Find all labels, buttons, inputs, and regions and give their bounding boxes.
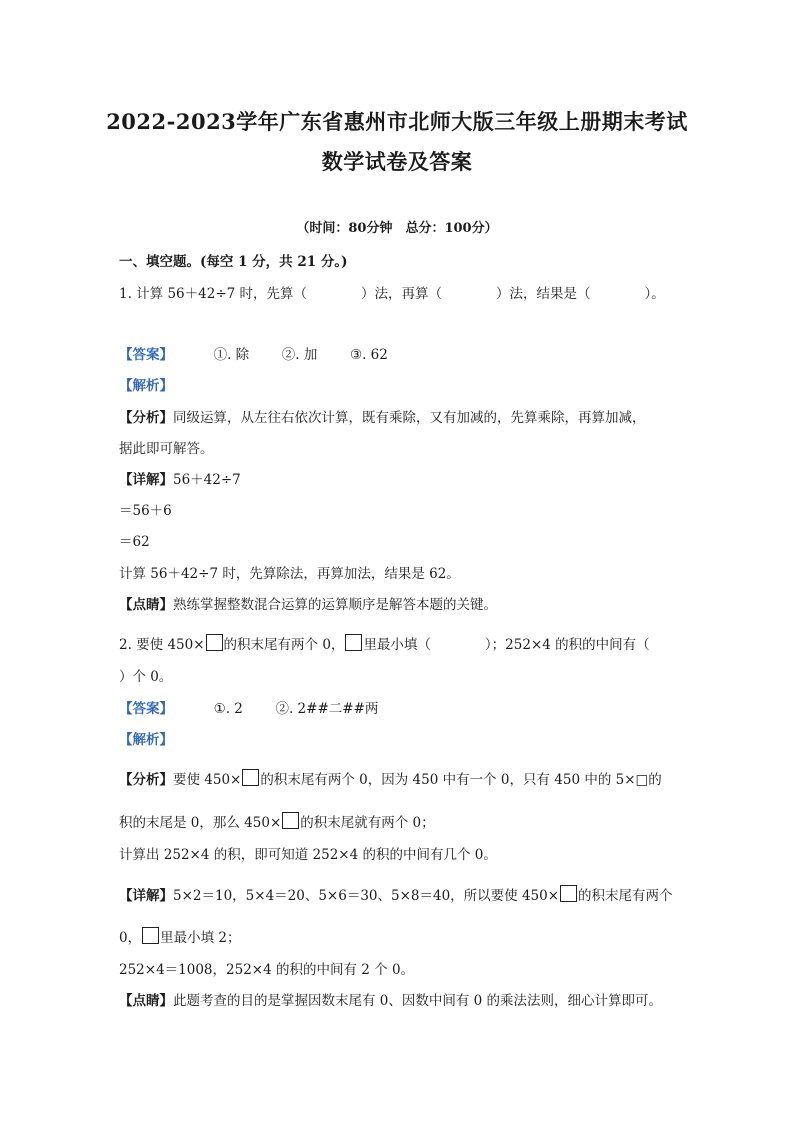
q1-dianjing-text: 熟练掌握整数混合运算的运算顺序是解答本题的关键。 <box>173 597 497 613</box>
exam-meta: （时间：80分钟 总分：100分） <box>296 221 498 236</box>
q2-stem-part-a: 2. 要使 450× <box>119 637 205 653</box>
q2-fenxi-part-b: 的积末尾有两个 0，因为 450 中有一个 0，只有 450 中的 5×□的 <box>260 772 662 788</box>
q2-dianjing-text: 此题考查的目的是掌握因数末尾有 0、因数中间有 0 的乘法法则，细心计算即可。 <box>173 993 663 1009</box>
q1-fenxi-text: 同级运算，从左往右依次计算，既有乘除，又有加减的，先算乘除，再算加减， <box>173 410 646 426</box>
q1-answer-item-1: ①. 除 <box>213 347 250 363</box>
q2-detail-line3: 252×4＝1008，252×4 的积的中间有 2 个 0。 <box>119 962 415 978</box>
q1-fenxi-line2: 据此即可解答。 <box>119 441 214 457</box>
q1-detail-text: 56＋42÷7 <box>173 472 241 488</box>
q2-fenxi-line2 <box>119 811 435 831</box>
blank-box-icon <box>242 769 259 786</box>
q2-fenxi-line3: 计算出 252×4 的积，即可知道 252×4 的积的中间有几个 0。 <box>119 847 497 863</box>
detail-tag: 【详解】 <box>119 472 173 488</box>
q2-answer-item-2: ②. 2##二##两 <box>275 701 379 717</box>
q2-fenxi-part-c: 积的末尾是 0，那么 450× <box>119 815 282 831</box>
q2-stem-part-b: 的积末尾有两个 0， <box>223 637 345 653</box>
q2-detail-line2 <box>119 926 240 946</box>
fenxi-tag: 【分析】 <box>119 772 173 788</box>
fenxi-tag: 【分析】 <box>119 410 173 426</box>
blank-box-icon <box>560 885 577 902</box>
q1-detail-line3: ＝62 <box>119 534 150 550</box>
q1-answer <box>119 343 388 363</box>
q1-answer-item-2: ②. 加 <box>281 347 318 363</box>
section-heading: 一、填空题。(每空 1 分，共 21 分。) <box>119 254 348 270</box>
q2-detail-part-c: 0， <box>119 930 142 946</box>
answer-tag: 【答案】 <box>119 701 173 717</box>
q1-analysis-tag: 【解析】 <box>119 378 173 394</box>
q2-detail <box>119 884 673 904</box>
q2-detail-part-d: 里最小填 2； <box>160 930 241 946</box>
document-title-line2: 数学试卷及答案 <box>321 149 473 174</box>
q2-answer <box>119 697 378 717</box>
q2-answer-item-1: ①. 2 <box>213 701 243 717</box>
q2-stem-line2: ）个 0。 <box>119 669 173 685</box>
q2-fenxi-part-d: 的积末尾就有两个 0； <box>300 815 435 831</box>
q2-detail-part-b: 的积末尾有两个 <box>578 888 673 904</box>
q2-detail-part-a: 5×2＝10，5×4＝20、5×6＝30、5×8＝40，所以要使 450× <box>173 888 560 904</box>
q1-stem: 1. 计算 56＋42÷7 时，先算（ ）法，再算（ ）法，结果是（ ）。 <box>119 286 665 302</box>
q1-fenxi <box>119 406 646 426</box>
dianjing-tag: 【点睛】 <box>119 993 173 1009</box>
detail-tag: 【详解】 <box>119 888 173 904</box>
q2-dianjing <box>119 989 662 1009</box>
q1-dianjing <box>119 593 497 613</box>
blank-box-icon <box>206 634 223 651</box>
q1-answer-item-3: ③. 62 <box>349 347 388 363</box>
q1-detail-line2: ＝56＋6 <box>119 503 172 519</box>
q1-detail-line4: 计算 56＋42÷7 时，先算除法，再算加法，结果是 62。 <box>119 566 460 582</box>
q2-fenxi-part-a: 要使 450× <box>173 772 242 788</box>
blank-box-icon <box>282 812 299 829</box>
dianjing-tag: 【点睛】 <box>119 597 173 613</box>
blank-box-icon <box>345 634 362 651</box>
q2-fenxi <box>119 768 662 788</box>
blank-box-icon <box>142 927 159 944</box>
q2-stem <box>119 633 650 653</box>
q2-analysis-tag: 【解析】 <box>119 732 173 748</box>
answer-tag: 【答案】 <box>119 347 173 363</box>
q1-detail <box>119 468 241 488</box>
document-title-line1: 2022-2023学年广东省惠州市北师大版三年级上册期末考试 <box>106 109 688 134</box>
q2-stem-part-c: 里最小填（ ）；252×4 的积的中间有（ <box>363 637 650 653</box>
